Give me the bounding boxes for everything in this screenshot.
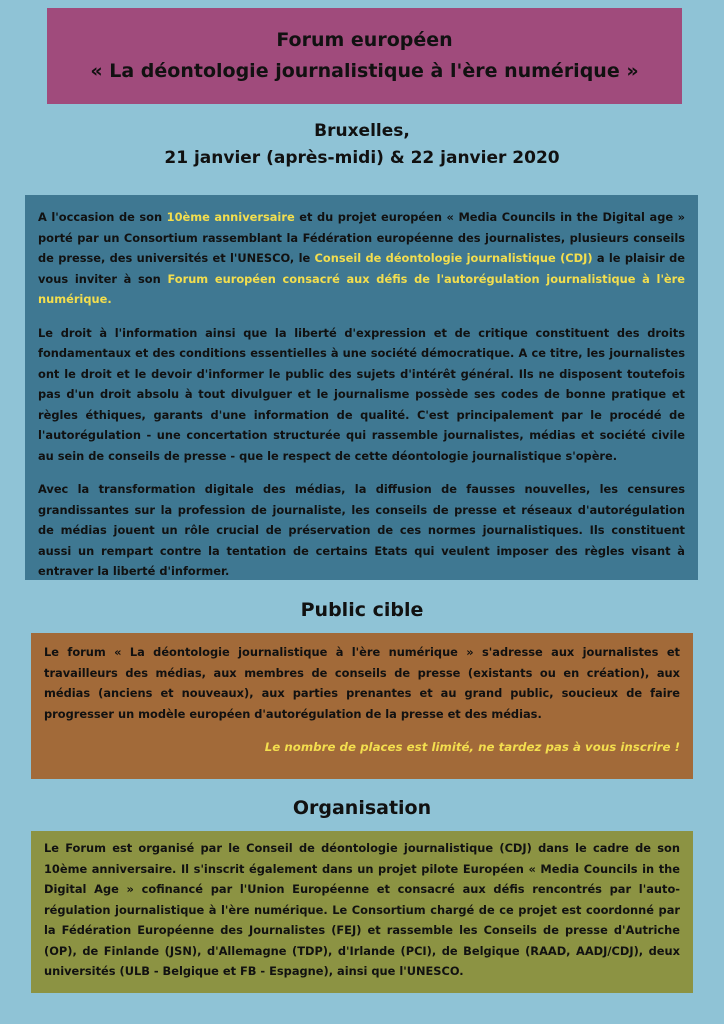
intro-text-1: A l'occasion de son [38,210,167,224]
event-dates: 21 janvier (après-midi) & 22 janvier 2020 [164,148,560,168]
registration-notice: Le nombre de places est limité, ne tardez pas à vous inscrire ! [264,740,680,754]
title-line-1: Forum européen [276,29,453,51]
intro-box [25,195,698,580]
public-text: Le forum « La déontologie journalistique à l'ère numérique » s'adresse aux journalistes et travailleurs des médias, aux membres de conseils de presse (existants ou en création), aux médias (anciens et nouveaux), aux parties prenantes et au grand public, soucieux de faire progresser un modèle européen d'autorégulation de la presse et des médias. [44,645,680,721]
intro-paragraph-3: Avec la transformation digitale des médias, la diffusion de fausses nouvelles, les censures grandissantes sur la profession de journaliste, les conseils de presse et réseaux d'autorégulation de médias jouent un rôle crucial de préservation de ces normes journalistiques. Ils constituent aussi un rempart contre la tentation de certains Etats qui veulent imposer des règles visant à entraver la liberté d'informer. [38,482,685,578]
organisation-text: Le Forum est organisé par le Conseil de déontologie journalistique (CDJ) dans le cadre de son 10ème anniversaire. Il s'inscrit également dans un projet pilote Européen « Media Councils in the Digital Age » cofinancé par l'Union Européenne et consacré aux défis rencontrés par l'auto-régulation journalistique à l'ère numérique. Le Consortium chargé de ce projet est coordonné par la Fédération Européenne des Journalistes (FEJ) et rassemble les Conseils de presse d'Autriche (OP), de Finlande (JSN), d'Allemagne (TDP), d'Irlande (PCI), de Belgique (RAAD, AADJ/CDJ), deux universités (ULB - Belgique et FB - Espagne), ainsi que l'UNESCO. [44,841,680,978]
highlight-cdj: Conseil de déontologie journalistique (CDJ) [314,251,593,265]
highlight-anniversary: 10ème anniversaire [166,210,295,224]
public-box [31,633,693,779]
intro-paragraph-2: Le droit à l'information ainsi que la liberté d'expression et de critique constituent des droits fondamentaux et des conditions essentielles à une société démocratique. A ce titre, les journalistes ont le droit et le devoir d'informer le public des sujets d'intérêt général. Ils ne disposent toutefois pas d'un droit absolu à tout divulguer et le journalisme possède ses codes de bonne pratique et règles éthiques, garants d'une information de qualité. C'est principalement par le procédé de l'autorégulation - une concertation structurée qui rassemble journalistes, médias et société civile au sein de conseils de presse - que le respect de cette déontologie journalistique s'opère. [38,325,685,463]
intro-text-3: a le plaisir de vous inviter à son [38,251,686,286]
intro-paragraph-1 [38,207,685,310]
public-heading: Public cible [300,599,424,621]
highlight-forum: Forum européen consacré aux défis de l'autorégulation journalistique à l'ère numérique. [38,271,685,306]
intro-text-2: et du projet européen « Media Councils in the Digital age » porté par un Consortium rassemblant la Fédération européenne des journalistes, plusieurs conseils de presse, des universités et l'UNESCO, le [38,210,685,265]
title-line-2: « La déontologie journalistique à l'ère numérique » [90,60,639,82]
event-info [0,118,724,172]
event-city: Bruxelles, [314,121,410,141]
title-banner [47,8,682,104]
organisation-box [31,831,693,993]
organisation-heading: Organisation [292,797,432,819]
